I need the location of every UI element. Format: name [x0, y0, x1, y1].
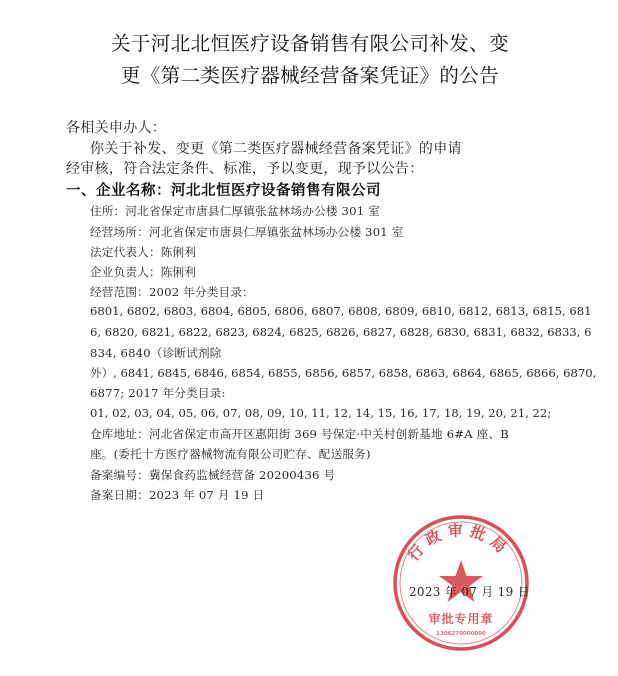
section-heading-company: 一、企业名称：河北北恒医疗设备销售有限公司: [66, 183, 381, 199]
seal-text-bottom: 审批专用章: [428, 612, 494, 626]
document-title-line-1: 关于河北北恒医疗设备销售有限公司补发、变: [110, 32, 509, 55]
scope-codes-line-4: 外）, 6841, 6845, 6846, 6854, 6855, 6856, 6857, 6858, 6863, 6864, 6865, 6866, 6870,: [90, 366, 597, 380]
scope-codes-line-6: 01, 02, 03, 04, 05, 06, 07, 08, 09, 10, 11, 12, 14, 15, 16, 17, 18, 19, 20, 21, 22;: [90, 406, 552, 420]
residence-line: 住所：河北省保定市唐县仁厚镇张盆林场办公楼 301 室: [90, 204, 380, 218]
warehouse-address-line-2: 座。(委托十方医疗器械物流有限公司贮存、配送服务): [90, 447, 371, 461]
principal-line: 企业负责人：陈俐利: [90, 265, 197, 279]
salutation: 各相关申办人：: [66, 120, 167, 136]
warehouse-address-line-1: 仓库地址：河北省保定市高开区惠阳街 369 号保定·中关村创新基地 6#A 座、B: [90, 427, 509, 441]
business-scope-title: 经营范围：2002 年分类目录：: [90, 285, 254, 299]
business-place-line: 经营场所：河北省保定市唐县仁厚镇张盆林场办公楼 301 室: [90, 225, 404, 239]
intro-line-1: 你关于补发、变更《第二类医疗器械经营备案凭证》的申请: [90, 141, 462, 157]
legal-representative-line: 法定代表人：陈俐利: [90, 245, 197, 259]
seal-serial: 1306270000000: [436, 631, 486, 637]
signature-date: 2023 年 07 月 19 日: [409, 585, 530, 599]
record-date-line: 备案日期：2023 年 07 月 19 日: [90, 488, 265, 502]
seal-text-top: 行政审批局: [404, 521, 515, 565]
record-number-line: 备案编号：冀保食药监械经营备 20200436 号: [90, 468, 336, 482]
document-title-line-2: 更《第二类医疗器械经营备案凭证》的公告: [120, 64, 500, 87]
scope-codes-line-5: 6877; 2017 年分类目录:: [90, 386, 226, 400]
scope-codes-line-1: 6801, 6802, 6803, 6804, 6805, 6806, 6807, 6808, 6809, 6810, 6812, 6813, 6815, 681: [90, 304, 592, 318]
intro-line-2: 经审核，符合法定条件、标准，予以变更，现予以公告：: [66, 161, 424, 177]
scope-codes-line-2: 6, 6820, 6821, 6822, 6823, 6824, 6825, 6826, 6827, 6828, 6830, 6831, 6832, 6833, 6: [90, 325, 592, 339]
scope-codes-line-3: 834, 6840（诊断试剂除: [90, 346, 222, 360]
